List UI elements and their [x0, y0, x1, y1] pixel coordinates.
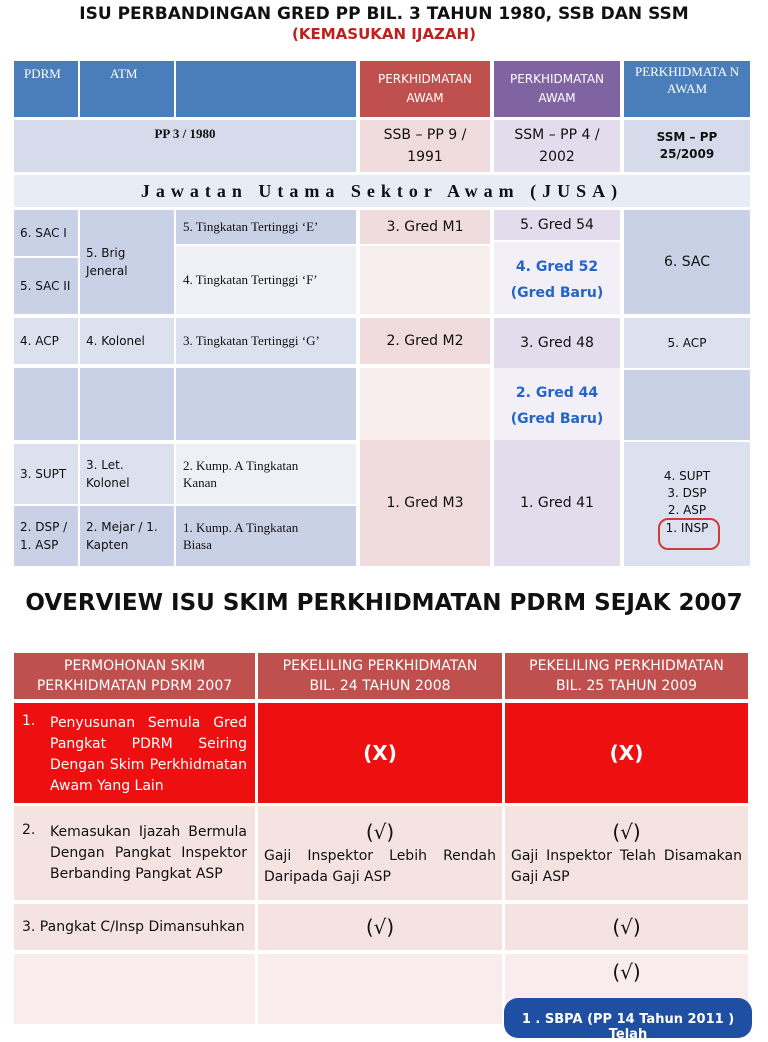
row1-c3	[505, 703, 748, 803]
row2-text: Kemasukan Ijazah Bermula Dengan Pangkat Inspektor Berbanding Pangkat ASP	[50, 824, 247, 882]
pdrm-supt-label: 3. SUPT	[20, 467, 67, 481]
pdrm-acp	[14, 318, 78, 364]
atm-blank	[80, 368, 174, 440]
row3-text: 3. Pangkat C/Insp Dimansuhkan	[22, 919, 245, 935]
tingkatan-biasa	[176, 506, 356, 566]
tingkatan-kanan	[176, 444, 356, 504]
subheader-pp	[14, 120, 356, 172]
ssm25-dsp-label: 3. DSP	[667, 486, 707, 500]
subheader-ssm25	[624, 120, 750, 172]
atm-brig	[80, 210, 174, 314]
ssm4-g44-label: 2. Gred 44	[515, 385, 599, 401]
subheader-pp-label: PP 3 / 1980	[154, 126, 216, 141]
page-subtitle: (KEMASUKAN IJAZAH)	[292, 25, 476, 43]
row4-c2	[258, 954, 502, 1024]
row1-c2	[258, 703, 502, 803]
subheader-ssm25-label: SSM – PP 25/2009	[656, 130, 718, 161]
overview-title: OVERVIEW ISU SKIM PERKHIDMATAN PDRM SEJAK 2007	[25, 590, 743, 616]
row4-c1	[14, 954, 255, 1024]
tingkatan-g-label: 3. Tingkatan Tertinggi ‘G’	[183, 333, 320, 348]
pdrm-dsp	[14, 506, 78, 566]
row3-c3-mark: (√)	[612, 915, 641, 939]
header-blank	[176, 61, 356, 117]
tingkatan-blank	[176, 368, 356, 440]
atm-kolonel	[80, 318, 174, 364]
ssm4-g41	[494, 440, 620, 566]
atm-let-label: 3. Let. Kolonel	[86, 458, 130, 490]
header-atm-label: ATM	[110, 66, 138, 81]
row1-c3-mark: (X)	[609, 741, 644, 765]
jusa-label: Jawatan Utama Sektor Awam (JUSA)	[140, 180, 624, 201]
header-pdrm-label: PDRM	[24, 66, 61, 81]
pdrm-sac1-label: 6. SAC I	[20, 226, 67, 240]
tingkatan-e	[176, 210, 356, 244]
header-ssb	[360, 61, 490, 117]
pdrm-acp-label: 4. ACP	[20, 334, 59, 348]
row2-c3	[505, 806, 748, 900]
atm-mejar	[80, 506, 174, 566]
ssm25-sac	[624, 210, 750, 314]
tingkatan-biasa-label: 1. Kump. A Tingkatan Biasa	[183, 520, 299, 552]
atm-let	[80, 444, 174, 504]
ssm4-g48-label: 3. Gred 48	[520, 335, 594, 351]
subheader-ssm4	[494, 120, 620, 172]
bottom-header-c2	[258, 653, 502, 699]
row2-c2-text: Gaji Inspektor Lebih Rendah Daripada Gaji ASP	[264, 848, 496, 885]
bottom-header-c3-label: PEKELILING PERKHIDMATAN BIL. 25 TAHUN 2009	[529, 658, 724, 694]
ssb-blank1	[360, 246, 490, 314]
ssm25-acp	[624, 318, 750, 368]
subheader-ssm4-label: SSM – PP 4 / 2002	[514, 127, 600, 165]
ssm25-blank	[624, 370, 750, 440]
header-ssb-label: PERKHIDMATAN AWAM	[377, 72, 473, 105]
row4-c3-mark: (√)	[612, 960, 641, 984]
pdrm-supt	[14, 444, 78, 504]
ssm4-g52-label: 4. Gred 52	[515, 259, 599, 275]
ssm4-g54	[494, 210, 620, 240]
tingkatan-g	[176, 318, 356, 364]
ssm4-g44	[494, 368, 620, 440]
row1-num: 1.	[22, 713, 36, 729]
ssb-m1	[360, 210, 490, 244]
ssm25-insp-label: 1. INSP	[665, 521, 709, 535]
subheader-ssb-label: SSB – PP 9 / 1991	[383, 127, 467, 165]
row2-c1	[14, 806, 255, 900]
row3-c2	[258, 904, 502, 950]
sbpa-callout	[504, 998, 752, 1042]
pdrm-blank	[14, 368, 78, 440]
ssb-m2	[360, 318, 490, 364]
header-ssm4	[494, 61, 620, 117]
bottom-header-c1-label: PERMOHONAN SKIM PERKHIDMATAN PDRM 2007	[36, 658, 233, 694]
bottom-header-c3	[505, 653, 748, 699]
ssm4-g41-label: 1. Gred 41	[520, 495, 594, 511]
header-ssm4-label: PERKHIDMATAN AWAM	[509, 72, 605, 105]
row2-c2	[258, 806, 502, 900]
atm-mejar-label: 2. Mejar / 1. Kapten	[86, 520, 158, 552]
jusa-banner	[14, 175, 750, 207]
row1-text: Penyusunan Semula Gred Pangkat PDRM Seiring Dengan Skim Perkhidmatan Awam Yang Lain	[50, 715, 247, 794]
row1-c2-mark: (X)	[363, 741, 397, 765]
ssm4-g54-label: 5. Gred 54	[520, 217, 594, 233]
ssb-m3-label: 1. Gred M3	[386, 495, 464, 511]
tingkatan-f-label: 4. Tingkatan Tertinggi ‘F’	[183, 272, 318, 287]
row3-c3	[505, 904, 748, 950]
pdrm-sac2-label: 5. SAC II	[20, 279, 71, 293]
atm-brig-label: 5. Brig Jeneral	[86, 246, 128, 278]
ssb-blank2	[360, 368, 490, 440]
ssm25-supt-label: 4. SUPT	[663, 469, 711, 483]
row2-num: 2.	[22, 822, 36, 838]
row2-c3-mark: (√)	[612, 820, 641, 844]
bottom-header-c1	[14, 653, 255, 699]
row2-c3-text: Gaji Inspektor Telah Disamakan Gaji ASP	[511, 848, 742, 885]
tingkatan-f	[176, 246, 356, 314]
tingkatan-e-label: 5. Tingkatan Tertinggi ‘E’	[183, 219, 319, 234]
row1-c1	[14, 703, 255, 803]
ssm4-g48	[494, 318, 620, 368]
header-atm	[80, 61, 174, 117]
pdrm-sac2	[14, 258, 78, 314]
subheader-ssb	[360, 120, 490, 172]
row3-c2-mark: (√)	[365, 915, 395, 939]
tingkatan-kanan-label: 2. Kump. A Tingkatan Kanan	[183, 458, 299, 490]
ssb-m3	[360, 440, 490, 566]
row3-c1	[14, 904, 255, 950]
ssb-m1-label: 3. Gred M1	[386, 219, 464, 235]
ssm4-g52	[494, 242, 620, 314]
ssm4-g52-new-label: (Gred Baru)	[510, 285, 604, 301]
header-pdrm	[14, 61, 78, 117]
row2-c2-mark: (√)	[365, 820, 395, 844]
ssm25-asp-label: 2. ASP	[667, 503, 707, 517]
header-ssm25	[624, 61, 750, 117]
ssm4-g44-new-label: (Gred Baru)	[510, 411, 604, 427]
insp-highlight-circle	[658, 518, 720, 550]
ssb-m2-label: 2. Gred M2	[386, 333, 464, 349]
bottom-header-c2-label: PEKELILING PERKHIDMATAN BIL. 24 TAHUN 2008	[282, 658, 478, 694]
atm-kolonel-label: 4. Kolonel	[86, 334, 145, 348]
sbpa-label: 1 . SBPA (PP 14 Tahun 2011 ) Telah	[521, 1012, 735, 1042]
pdrm-dsp-label: 2. DSP / 1. ASP	[20, 520, 68, 552]
header-ssm25-label: PERKHIDMATA N AWAM	[634, 64, 740, 96]
ssm25-acp-label: 5. ACP	[667, 336, 707, 350]
pdrm-sac1	[14, 210, 78, 256]
page-title: ISU PERBANDINGAN GRED PP BIL. 3 TAHUN 1980, SSB DAN SSM	[79, 4, 689, 24]
ssm25-sac-label: 6. SAC	[663, 254, 711, 270]
